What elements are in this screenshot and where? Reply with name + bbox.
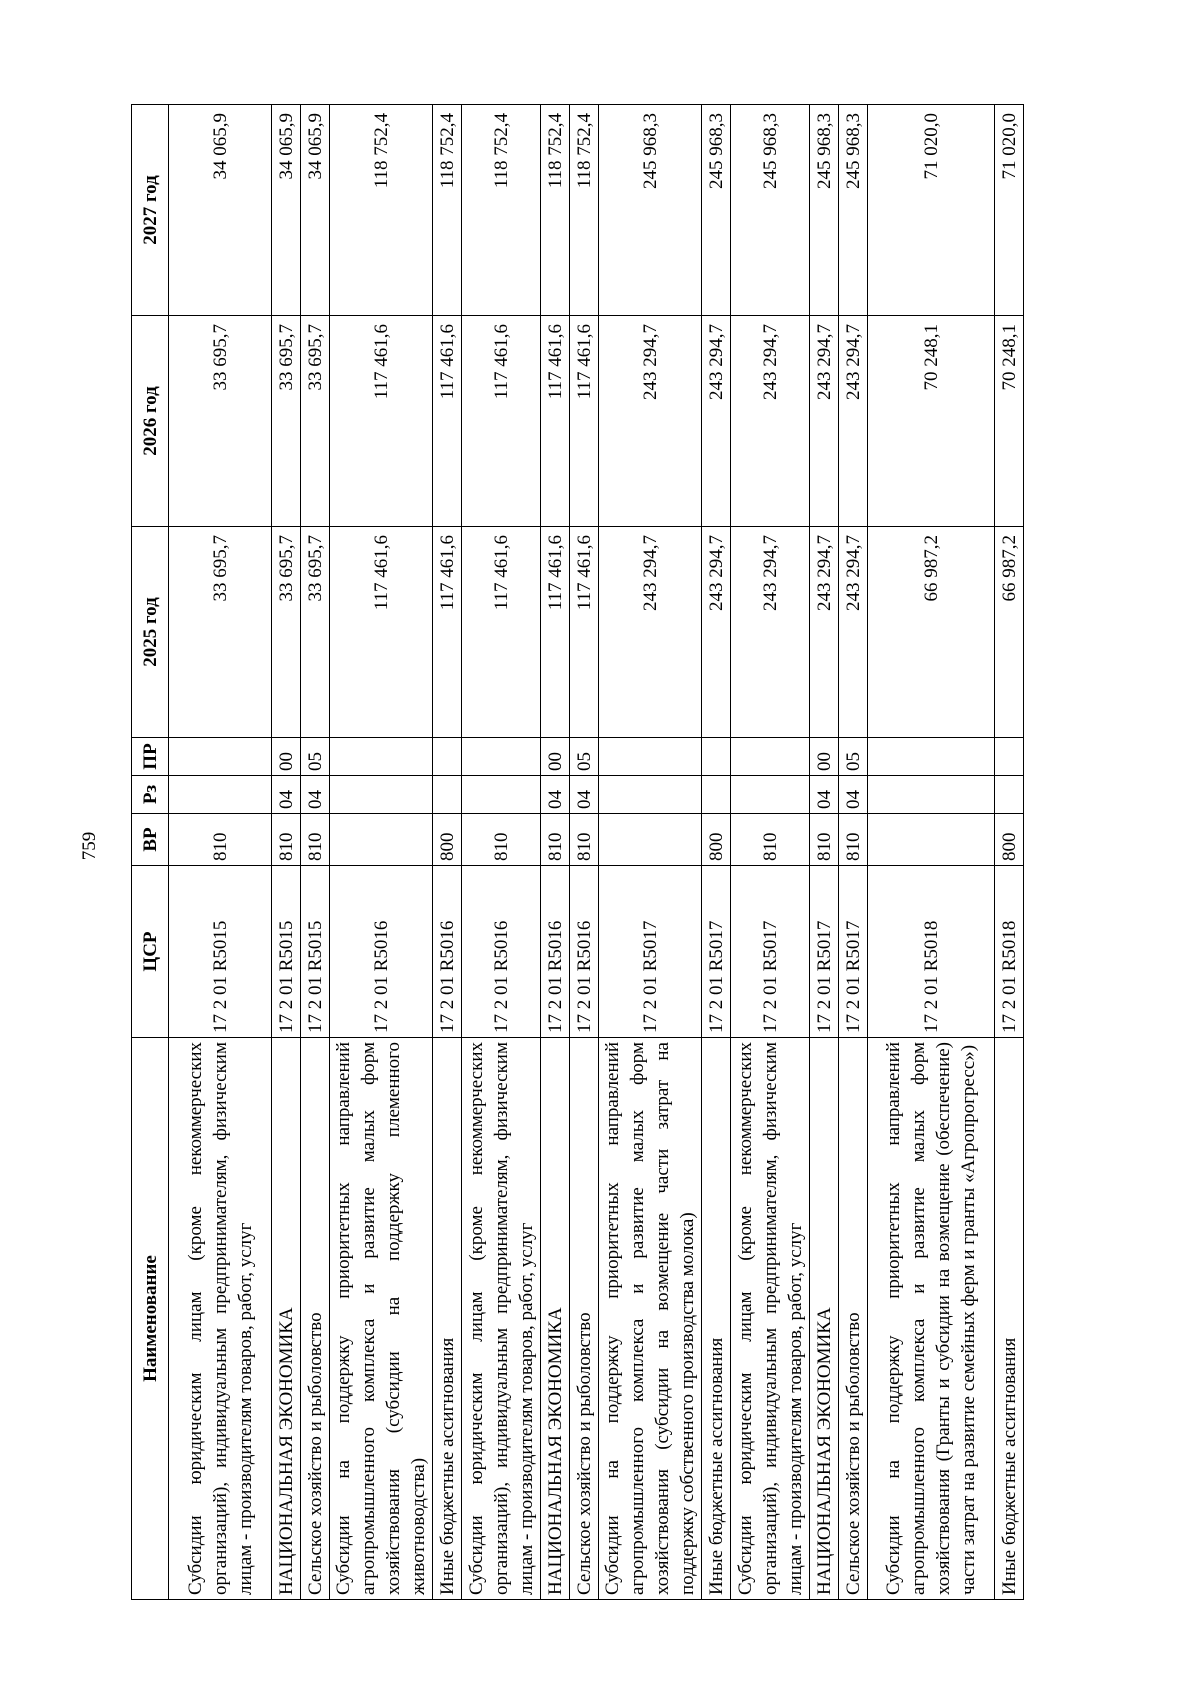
row-vr: 810 bbox=[810, 814, 839, 866]
row-rz: 04 bbox=[541, 776, 570, 814]
row-2025: 117 461,6 bbox=[570, 527, 599, 738]
table-row bbox=[599, 105, 702, 1600]
row-2025: 243 294,7 bbox=[810, 527, 839, 738]
row-2026: 117 461,6 bbox=[330, 316, 433, 527]
row-2025: 117 461,6 bbox=[433, 527, 462, 738]
row-vr: 810 bbox=[839, 814, 868, 866]
row-vr: 800 bbox=[995, 814, 1024, 866]
row-2026: 243 294,7 bbox=[731, 316, 810, 527]
rotated-page-content bbox=[131, 105, 1075, 1600]
row-2026: 117 461,6 bbox=[462, 316, 541, 527]
row-2027: 71 020,0 bbox=[995, 105, 1024, 316]
row-2027: 71 020,0 bbox=[868, 105, 995, 316]
table-row bbox=[995, 105, 1024, 1600]
row-pr bbox=[169, 738, 272, 776]
row-2026: 70 248,1 bbox=[868, 316, 995, 527]
row-2027: 34 065,9 bbox=[169, 105, 272, 316]
header-2025: 2025 год bbox=[132, 527, 169, 738]
row-csr: 17 2 01 R5017 bbox=[810, 866, 839, 1038]
row-rz bbox=[169, 776, 272, 814]
row-2025: 33 695,7 bbox=[169, 527, 272, 738]
header-pr: ПР bbox=[132, 738, 169, 776]
row-2027: 34 065,9 bbox=[301, 105, 330, 316]
row-2026: 243 294,7 bbox=[599, 316, 702, 527]
row-csr: 17 2 01 R5016 bbox=[541, 866, 570, 1038]
row-csr: 17 2 01 R5016 bbox=[462, 866, 541, 1038]
row-vr: 810 bbox=[731, 814, 810, 866]
row-name: Субсидии на поддержку приоритетных направлений агропромышленного комплекса и развитие малых форм хозяйствования (субсидии на возмещение части затрат на поддержку собственного производства молока) bbox=[599, 1038, 702, 1600]
row-rz bbox=[868, 776, 995, 814]
row-csr: 17 2 01 R5016 bbox=[330, 866, 433, 1038]
header-name: Наименование bbox=[132, 1038, 169, 1600]
row-2025: 243 294,7 bbox=[731, 527, 810, 738]
row-vr: 810 bbox=[541, 814, 570, 866]
row-csr: 17 2 01 R5018 bbox=[995, 866, 1024, 1038]
row-csr: 17 2 01 R5015 bbox=[272, 866, 301, 1038]
row-2027: 245 968,3 bbox=[839, 105, 868, 316]
row-2026: 243 294,7 bbox=[839, 316, 868, 527]
header-rz: Рз bbox=[132, 776, 169, 814]
row-csr: 17 2 01 R5018 bbox=[868, 866, 995, 1038]
table-row bbox=[272, 105, 301, 1600]
row-2025: 66 987,2 bbox=[868, 527, 995, 738]
row-2026: 243 294,7 bbox=[702, 316, 731, 527]
header-vr: ВР bbox=[132, 814, 169, 866]
row-name: Сельское хозяйство и рыболовство bbox=[570, 1038, 599, 1600]
row-2025: 117 461,6 bbox=[541, 527, 570, 738]
budget-table bbox=[131, 104, 1024, 1600]
row-csr: 17 2 01 R5017 bbox=[839, 866, 868, 1038]
row-name: Субсидии юридическим лицам (кроме некоммерческих организаций), индивидуальным предпринимателям, физическим лицам - производителям товаров, работ, услуг bbox=[462, 1038, 541, 1600]
row-vr: 800 bbox=[702, 814, 731, 866]
row-2026: 243 294,7 bbox=[810, 316, 839, 527]
row-vr: 810 bbox=[570, 814, 599, 866]
row-2026: 33 695,7 bbox=[301, 316, 330, 527]
row-rz bbox=[462, 776, 541, 814]
table-header-row bbox=[132, 105, 169, 1600]
row-pr bbox=[868, 738, 995, 776]
row-name: Субсидии юридическим лицам (кроме некоммерческих организаций), индивидуальным предпринимателям, физическим лицам - производителям товаров, работ, услуг bbox=[169, 1038, 272, 1600]
row-vr bbox=[330, 814, 433, 866]
row-pr bbox=[599, 738, 702, 776]
row-2026: 70 248,1 bbox=[995, 316, 1024, 527]
row-vr: 810 bbox=[462, 814, 541, 866]
header-2027: 2027 год bbox=[132, 105, 169, 316]
row-2026: 117 461,6 bbox=[570, 316, 599, 527]
table-row bbox=[731, 105, 810, 1600]
row-name: Субсидии на поддержку приоритетных направлений агропромышленного комплекса и развитие малых форм хозяйствования (субсидии на поддержку племенного животноводства) bbox=[330, 1038, 433, 1600]
row-csr: 17 2 01 R5015 bbox=[301, 866, 330, 1038]
header-csr: ЦСР bbox=[132, 866, 169, 1038]
row-rz: 04 bbox=[570, 776, 599, 814]
row-rz bbox=[702, 776, 731, 814]
row-rz: 04 bbox=[810, 776, 839, 814]
row-2027: 245 968,3 bbox=[599, 105, 702, 316]
row-rz bbox=[330, 776, 433, 814]
row-vr: 800 bbox=[433, 814, 462, 866]
row-name: Сельское хозяйство и рыболовство bbox=[839, 1038, 868, 1600]
row-csr: 17 2 01 R5017 bbox=[702, 866, 731, 1038]
row-pr: 05 bbox=[301, 738, 330, 776]
row-2027: 118 752,4 bbox=[433, 105, 462, 316]
table-row bbox=[570, 105, 599, 1600]
row-pr: 05 bbox=[839, 738, 868, 776]
row-2027: 245 968,3 bbox=[731, 105, 810, 316]
row-rz: 04 bbox=[301, 776, 330, 814]
row-vr bbox=[868, 814, 995, 866]
row-csr: 17 2 01 R5016 bbox=[433, 866, 462, 1038]
row-2026: 117 461,6 bbox=[433, 316, 462, 527]
table-row bbox=[810, 105, 839, 1600]
row-2027: 34 065,9 bbox=[272, 105, 301, 316]
row-name: НАЦИОНАЛЬНАЯ ЭКОНОМИКА bbox=[541, 1038, 570, 1600]
row-rz bbox=[433, 776, 462, 814]
row-pr: 00 bbox=[810, 738, 839, 776]
row-vr: 810 bbox=[169, 814, 272, 866]
row-vr bbox=[599, 814, 702, 866]
row-csr: 17 2 01 R5015 bbox=[169, 866, 272, 1038]
row-2027: 118 752,4 bbox=[462, 105, 541, 316]
row-vr: 810 bbox=[301, 814, 330, 866]
row-vr: 810 bbox=[272, 814, 301, 866]
row-pr bbox=[731, 738, 810, 776]
row-name: НАЦИОНАЛЬНАЯ ЭКОНОМИКА bbox=[272, 1038, 301, 1600]
row-csr: 17 2 01 R5016 bbox=[570, 866, 599, 1038]
table-row bbox=[433, 105, 462, 1600]
row-name: Иные бюджетные ассигнования bbox=[995, 1038, 1024, 1600]
row-pr: 00 bbox=[541, 738, 570, 776]
row-2027: 245 968,3 bbox=[702, 105, 731, 316]
row-name: Сельское хозяйство и рыболовство bbox=[301, 1038, 330, 1600]
table-row bbox=[169, 105, 272, 1600]
row-pr: 05 bbox=[570, 738, 599, 776]
row-2025: 243 294,7 bbox=[599, 527, 702, 738]
row-name: Иные бюджетные ассигнования bbox=[433, 1038, 462, 1600]
row-2025: 243 294,7 bbox=[702, 527, 731, 738]
row-pr bbox=[462, 738, 541, 776]
row-2025: 33 695,7 bbox=[301, 527, 330, 738]
row-2026: 33 695,7 bbox=[272, 316, 301, 527]
row-pr: 00 bbox=[272, 738, 301, 776]
table-row bbox=[462, 105, 541, 1600]
row-rz: 04 bbox=[272, 776, 301, 814]
row-csr: 17 2 01 R5017 bbox=[731, 866, 810, 1038]
row-pr bbox=[702, 738, 731, 776]
row-csr: 17 2 01 R5017 bbox=[599, 866, 702, 1038]
row-pr bbox=[330, 738, 433, 776]
row-pr bbox=[995, 738, 1024, 776]
header-2026: 2026 год bbox=[132, 316, 169, 527]
row-name: Иные бюджетные ассигнования bbox=[702, 1038, 731, 1600]
row-name: Субсидии юридическим лицам (кроме некоммерческих организаций), индивидуальным предпринимателям, физическим лицам - производителям товаров, работ, услуг bbox=[731, 1038, 810, 1600]
row-2025: 66 987,2 bbox=[995, 527, 1024, 738]
row-rz bbox=[995, 776, 1024, 814]
table-row bbox=[541, 105, 570, 1600]
row-2027: 118 752,4 bbox=[541, 105, 570, 316]
row-rz: 04 bbox=[839, 776, 868, 814]
row-rz bbox=[599, 776, 702, 814]
table-row bbox=[868, 105, 995, 1600]
row-name: НАЦИОНАЛЬНАЯ ЭКОНОМИКА bbox=[810, 1038, 839, 1600]
row-pr bbox=[433, 738, 462, 776]
row-2025: 33 695,7 bbox=[272, 527, 301, 738]
table-row bbox=[839, 105, 868, 1600]
page-number: 759 bbox=[79, 831, 100, 861]
row-2025: 117 461,6 bbox=[330, 527, 433, 738]
row-2026: 117 461,6 bbox=[541, 316, 570, 527]
row-2027: 118 752,4 bbox=[570, 105, 599, 316]
row-2025: 243 294,7 bbox=[839, 527, 868, 738]
row-name: Субсидии на поддержку приоритетных направлений агропромышленного комплекса и развитие малых форм хозяйствования (Гранты и субсидии на возмещение (обеспечение) части затрат на развитие семейных ферм и гранты «Агропрогресс») bbox=[868, 1038, 995, 1600]
table-row bbox=[330, 105, 433, 1600]
row-2027: 245 968,3 bbox=[810, 105, 839, 316]
row-2027: 118 752,4 bbox=[330, 105, 433, 316]
row-2025: 117 461,6 bbox=[462, 527, 541, 738]
table-row bbox=[702, 105, 731, 1600]
table-row bbox=[301, 105, 330, 1600]
row-rz bbox=[731, 776, 810, 814]
row-2026: 33 695,7 bbox=[169, 316, 272, 527]
